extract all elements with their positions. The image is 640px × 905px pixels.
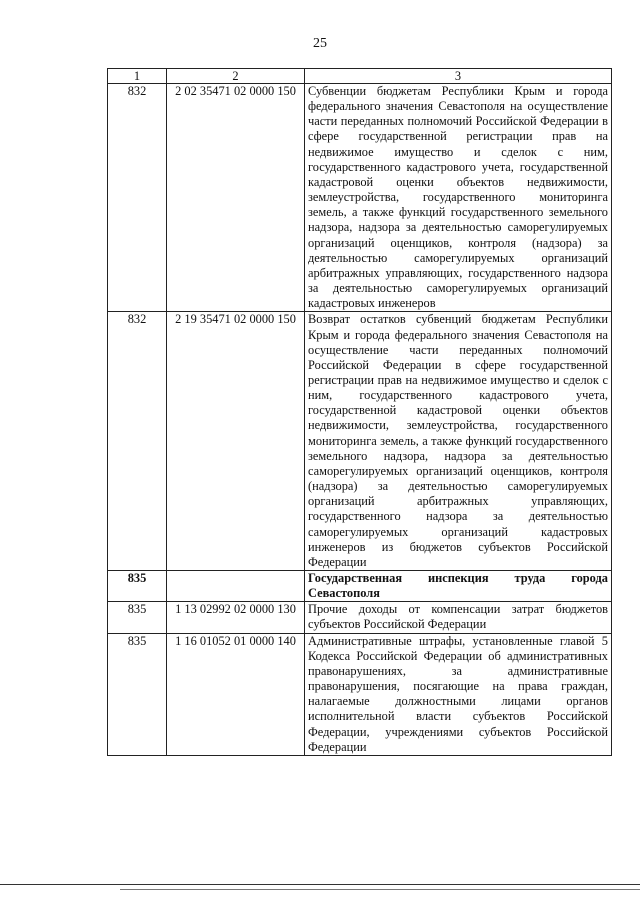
scan-edge-line xyxy=(120,889,640,890)
budget-codes-table xyxy=(107,68,612,756)
table-row xyxy=(108,633,612,755)
revenue-code-cell: 2 19 35471 02 0000 150 xyxy=(167,312,305,571)
admin-code-cell: 835 xyxy=(108,571,167,602)
admin-code-cell: 832 xyxy=(108,312,167,571)
column-header-3: 3 xyxy=(305,69,612,84)
revenue-code-cell xyxy=(167,571,305,602)
table-row xyxy=(108,84,612,312)
section-heading-cell: Государственная инспекция труда города Севастополя xyxy=(305,571,612,602)
table-header-row xyxy=(108,69,612,84)
description-cell: Административные штрафы, установленные главой 5 Кодекса Российской Федерации об административных правонарушениях, за административные правонарушения, посягающие на права граждан, налагаемые должностными лицами органов исполнительной власти субъектов Российской Федерации, учреждениями субъектов Российской Федерации xyxy=(305,633,612,755)
revenue-code-cell: 1 16 01052 01 0000 140 xyxy=(167,633,305,755)
description-cell: Прочие доходы от компенсации затрат бюджетов субъектов Российской Федерации xyxy=(305,602,612,633)
column-header-2: 2 xyxy=(167,69,305,84)
column-header-1: 1 xyxy=(108,69,167,84)
admin-code-cell: 832 xyxy=(108,84,167,312)
admin-code-cell: 835 xyxy=(108,602,167,633)
revenue-code-cell: 2 02 35471 02 0000 150 xyxy=(167,84,305,312)
description-cell: Субвенции бюджетам Республики Крым и города федерального значения Севастополя на осуществление части переданных полномочий Российской Федерации в сфере государственной регистрации прав на недвижимое имущество и сделок с ним, государственного кадастрового учета, государственной кадастровой оценки объектов недвижимости, землеустройства, государственного мониторинга земель, а также функций государственного земельного надзора, надзора за деятельностью саморегулируемых организаций оценщиков, контроля (надзора) за деятельностью саморегулируемых организаций арбитражных управляющих, государственного надзора за деятельностью саморегулируемых организаций кадастровых инженеров xyxy=(305,84,612,312)
table-row xyxy=(108,602,612,633)
scan-edge-line xyxy=(0,884,640,885)
table-row-section-heading xyxy=(108,571,612,602)
description-cell: Возврат остатков субвенций бюджетам Республики Крым и города федерального значения Севастополя на осуществление части переданных полномочий Российской Федерации в сфере государственной регистрации прав на недвижимое имущество и сделок с ним, государственного кадастрового учета, государственной кадастровой оценки объектов недвижимости, землеустройства, государственного мониторинга земель, а также функций государственного земельного надзора, надзора за деятельностью саморегулируемых организаций оценщиков, контроля (надзора) за деятельностью саморегулируемых организаций арбитражных управляющих, государственного надзора за деятельностью саморегулируемых организаций кадастровых инженеров из бюджетов субъектов Российской Федерации xyxy=(305,312,612,571)
page-number: 25 xyxy=(313,36,327,51)
table-row xyxy=(108,312,612,571)
admin-code-cell: 835 xyxy=(108,633,167,755)
revenue-code-cell: 1 13 02992 02 0000 130 xyxy=(167,602,305,633)
